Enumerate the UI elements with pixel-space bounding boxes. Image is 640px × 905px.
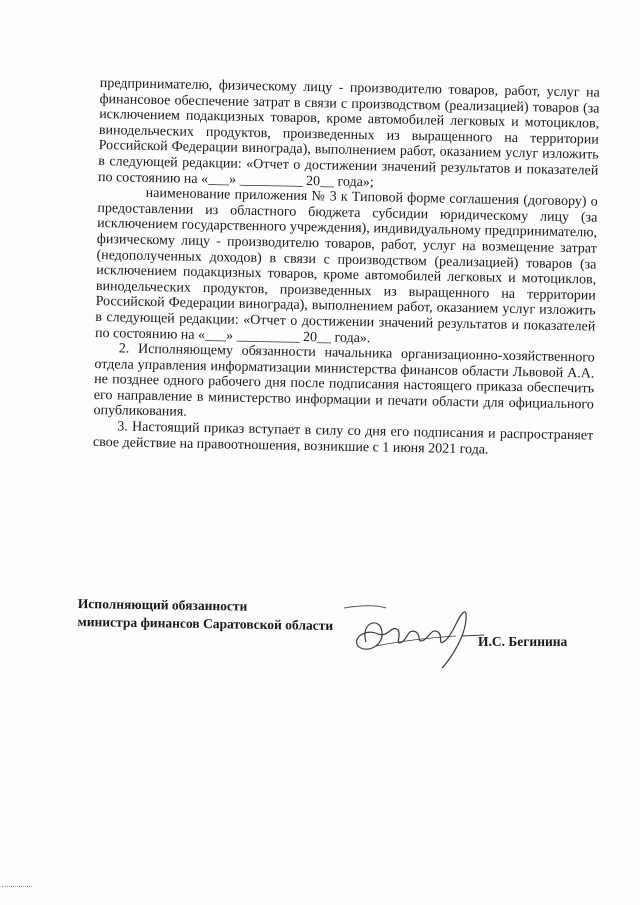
paragraph-continuation: предпринимателю, физическому лицу - производителю товаров, работ, услуг на финансовое обеспечение затрат в связи с производством (реализацией) товаров (за исключением подакцизных товаров, кроме автомобилей легковых и мотоциклов, винодельческих продуктов, произведенных из выращенного на территории Российской Федерации винограда), выполнением работ, оказанием услуг изложить в следующей редакции: «Отчет о достижении значений результатов и показателей по состоянию на «___» _________ 20__ года»; bbox=[97, 76, 600, 190]
signatory-name: И.С. Бегинина bbox=[478, 634, 568, 649]
paragraph-item-3: 3. Настоящий приказ вступает в силу со дня его подписания и распространяет свое действие на правоотношения, возникшие с 1 июня 2021 года. bbox=[92, 419, 594, 458]
document-body bbox=[93, 76, 600, 460]
signatory-position-line2: министра финансов Саратовской области bbox=[77, 613, 334, 634]
signatory-position bbox=[77, 595, 378, 636]
signatory-position-line1: Исполняющий обязанности bbox=[77, 595, 248, 614]
scan-margin-mark bbox=[2, 884, 32, 887]
paragraph-item-2: 2. Исполняющему обязанности начальника организационно-хозяйственного отдела управления информатизации министерства финансов области Львовой А.А. не позднее одного рабочего дня после подписания настоящего приказа обеспечить его направление в министерство информации и печати области для официального опубликования. bbox=[93, 341, 595, 421]
paragraph-appendix-3: наименование приложения № 3 к Типовой форме соглашения (договору) о предоставлении из областного бюджета субсидии юридическому лицу (за исключением государственного учреждения), индивидуальному предпринимателю, физическому лицу - производителю товаров, работ, услуг на возмещение затрат (недополученных доходов) в связи с производством (реализацией) товаров (за исключением подакцизных товаров, кроме автомобилей легковых и мотоциклов, винодельческих продуктов, произведенных из выращенного на территории Российской Федерации винограда), выполнением работ, оказанием услуг изложить в следующей редакции: «Отчет о достижении значений результатов и показателей по состоянию на «___» _________ 20__ года». bbox=[94, 186, 598, 346]
handwritten-signature-icon bbox=[336, 602, 486, 672]
